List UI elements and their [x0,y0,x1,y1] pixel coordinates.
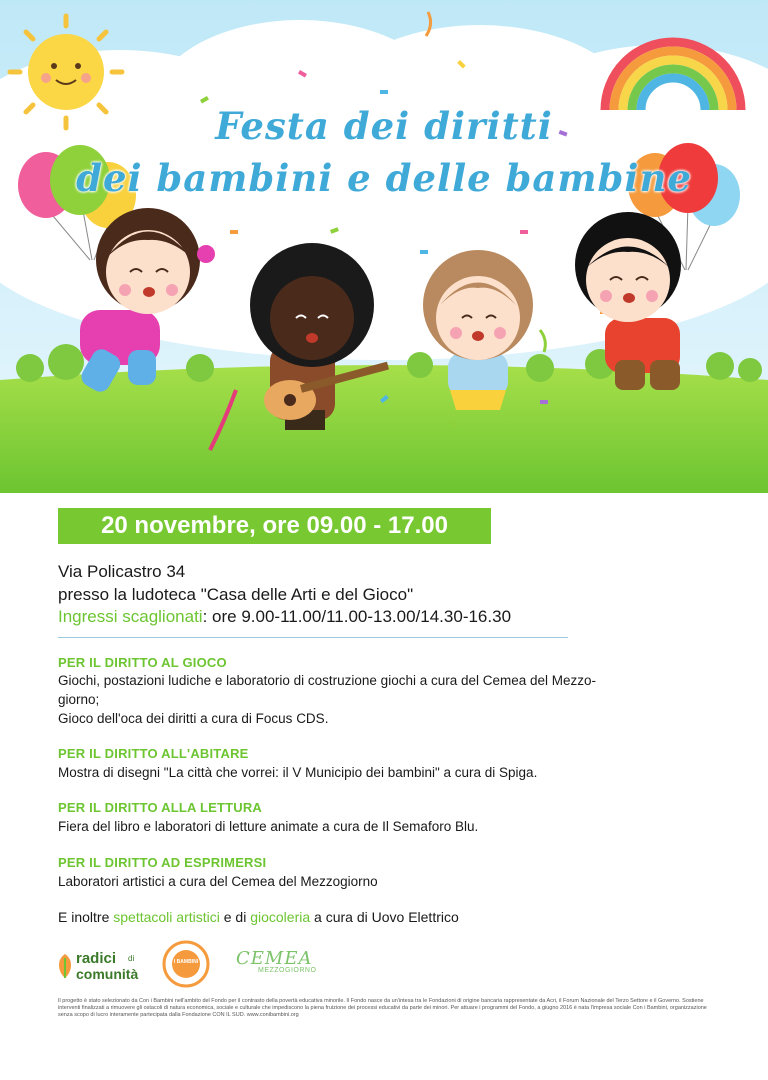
poster-title-line1: Festa dei diritti [215,104,553,148]
entries-label: Ingressi scaglionati [58,607,203,626]
kids-party-illustration [0,0,768,493]
section-title-esprimersi: PER IL DIRITTO AD ESPRIMERSI [58,855,267,870]
cemea-logo [236,948,326,978]
section-divider [58,637,568,638]
extra-prefix: E inoltre [58,909,114,925]
radici-sub: comunità [76,966,139,982]
funding-footnote: Il progetto è stato selezionato da Con i Bambini nell'ambito del Fondo per il contrasto della povertà educativa minorile. Il Fondo nasce da un'intesa tra le Fondazioni di origine bancaria rappresentate da Acri, il Forum Nazionale del Terzo Settore e il Governo. Sostiene interventi finalizzati a rimuovere gli ostacoli di natura economica, sociale e culturale che impediscono la piena fruizione dei processi educativi da parte dei minori. Per attuare i programmi del Fondo, a giugno 2016 è nata l'impresa sociale Con i Bambini, organizzazione senza scopo di lucro interamente partecipata dalla Fondazione CON IL SUD. www.conibambini.org [58,998,707,1018]
section-body-esprimersi [58,872,698,891]
extra-highlight-spettacoli: spettacoli artistici [113,909,220,925]
section-title-abitare: PER IL DIRITTO ALL'ABITARE [58,746,249,761]
extra-middle: e di [219,909,251,925]
cemea-name: CEMEA [236,948,313,969]
radici-di: di [128,954,135,963]
section-line: Laboratori artistici a cura del Cemea del Mezzogiorno [58,874,378,889]
section-line: Gioco dell'oca dei diritti a cura di Focus CDS. [58,711,329,726]
hero-illustration [0,0,768,493]
section-body-lettura [58,817,698,836]
event-date-badge: 20 novembre, ore 09.00 - 17.00 [58,508,491,544]
extra-activities [58,908,698,927]
event-address: Via Policastro 34 [58,562,186,581]
section-title-gioco: PER IL DIRITTO AL GIOCO [58,655,227,670]
section-title-lettura: PER IL DIRITTO ALLA LETTURA [58,800,263,815]
section-line: Giochi, postazioni ludiche e laboratorio di costruzione giochi a cura del Cemea del Mezzo- [58,673,597,688]
section-line: Mostra di disegni "La città che vorrei: il V Municipio dei bambini" a cura di Spiga. [58,765,538,780]
event-entries [58,607,511,627]
section-body-abitare [58,763,698,782]
section-body-gioco [58,671,698,728]
extra-suffix: a cura di Uovo Elettrico [310,909,459,925]
section-line: giorno; [58,692,100,707]
leaf-icon [56,952,74,980]
poster-title-line2: dei bambini e delle bambine [76,156,692,200]
badge-text: I BAMBINI [173,959,199,965]
cemea-sub: MEZZOGIORNO [258,967,317,974]
event-venue: presso la ludoteca "Casa delle Arti e del Gioco" [58,585,414,604]
radici-name: radici [76,950,117,967]
con-i-bambini-badge [162,940,210,988]
radici-di-comunita-logo [56,950,156,984]
extra-highlight-giocoleria: giocoleria [250,909,311,925]
entries-times: : ore 9.00-11.00/11.00-13.00/14.30-16.30 [202,607,512,626]
section-line: Fiera del libro e laboratori di letture animate a cura de Il Semaforo Blu. [58,819,479,834]
